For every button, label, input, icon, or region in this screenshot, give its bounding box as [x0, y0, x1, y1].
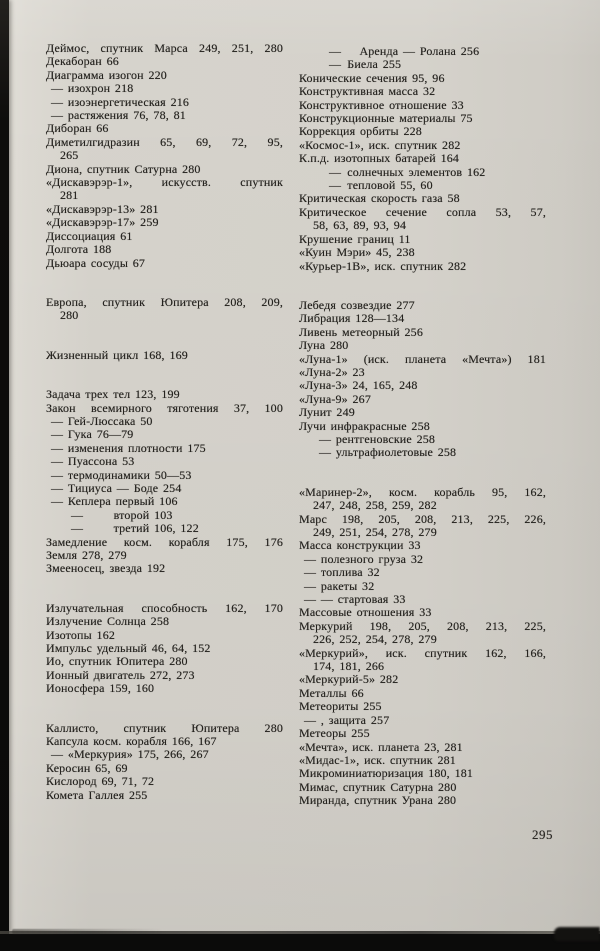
index-entry-line: Европа, спутник Юпитера 208, 209, [46, 294, 283, 309]
index-column-left [46, 42, 283, 802]
index-entry-line: Метеориты 255 [299, 699, 382, 714]
index-entry-line: Керосин 65, 69 [46, 760, 128, 775]
index-entry-line: Каллисто, спутник Юпитера 280 [46, 720, 283, 735]
index-entry-line: Либрация 128—134 [299, 311, 405, 326]
index-entry-line: Крушение границ 11 [299, 231, 411, 246]
index-entry-line: 281 [60, 188, 79, 203]
index-entry-line: Комета Галлея 255 [46, 787, 148, 802]
index-entry-line: Декаборан 66 [46, 54, 119, 69]
index-entry-line: — второй 103 [71, 507, 173, 522]
index-entry-line: 280 [60, 308, 79, 323]
index-entry-line: — тепловой 55, 60 [329, 178, 433, 193]
index-entry-line: «Космос-1», иск. спутник 282 [299, 137, 461, 152]
index-entry-line: — Пуассона 53 [51, 454, 135, 469]
index-entry-line: Микроминиатюризация 180, 181 [299, 766, 474, 781]
index-entry-line: «Дискавэрэр-13» 281 [46, 201, 159, 216]
index-entry-line: 265 [60, 148, 79, 163]
index-entry-line: «Маринер-2», косм. корабль 95, 162, [299, 484, 546, 499]
index-entry-line: Замедление косм. корабля 175, 176 [46, 534, 283, 549]
scan-smudge [12, 929, 162, 934]
index-entry-line: Ионный двигатель 272, 273 [46, 667, 195, 682]
index-entry-line: Лучи инфракрасные 258 [299, 418, 430, 433]
index-entry-line: Земля 278, 279 [46, 548, 127, 562]
index-entry-line: Излучательная способность 162, 170 [46, 600, 283, 615]
index-entry-line: Ио, спутник Юпитера 280 [46, 654, 188, 669]
index-entry-line: Змееносец, звезда 192 [46, 561, 166, 576]
index-entry-line: Марс 198, 205, 208, 213, 225, 226, [299, 511, 546, 526]
index-entry-line: «Курьер-1В», иск. спутник 282 [299, 258, 467, 273]
index-entry-line: Диметилгидразин 65, 69, 72, 95, [46, 134, 283, 149]
index-entry-line: Деймос, спутник Марса 249, 251, 280 [46, 41, 283, 55]
index-entry-line: Меркурий 198, 205, 208, 213, 225, [299, 618, 546, 633]
index-entry-line: — Гука 76—79 [51, 427, 134, 442]
index-group [46, 42, 283, 270]
index-entry-line: Конструкционные материалы 75 [299, 111, 473, 126]
index-entry-line: К.п.д. изотопных батарей 164 [299, 151, 460, 166]
index-group [299, 45, 546, 273]
index-entry-line: — Тициуса — Боде 254 [51, 480, 182, 495]
index-entry-line: — изменения плотности 175 [51, 440, 206, 455]
index-entry-line: Металлы 66 [299, 685, 364, 700]
index-entry-line: «Луна-9» 267 [299, 391, 371, 406]
index-group [46, 296, 283, 323]
index-entry-line: — «Меркурия» 175, 266, 267 [51, 747, 209, 762]
index-entry-line: — топлива 32 [304, 565, 380, 580]
index-entry-line: Массовые отношения 33 [299, 605, 432, 620]
index-entry-line: — Кеплера первый 106 [51, 494, 178, 509]
index-group [299, 486, 546, 808]
index-entry-line: — — стартовая 33 [304, 592, 406, 607]
index-entry-line: Долгота 188 [46, 242, 112, 257]
index-entry-line: «Луна-2» 23 [299, 364, 365, 379]
index-entry-line: Коррекция орбиты 228 [299, 124, 422, 139]
index-entry-line: — Аренда — Ролана 256 [329, 44, 480, 58]
index-entry-line: — растяжения 76, 78, 81 [51, 108, 186, 123]
index-entry-line: Лунит 249 [299, 405, 355, 420]
index-entry-line: Кислород 69, 71, 72 [46, 774, 155, 789]
index-entry-line: — солнечных элементов 162 [329, 164, 486, 179]
index-entry-line: Конструктивная масса 32 [299, 84, 436, 99]
index-entry-line: Мимас, спутник Сатурна 280 [299, 779, 457, 794]
index-entry-line: Изотопы 162 [46, 627, 115, 642]
index-entry-line: Диборан 66 [46, 121, 109, 136]
index-entry-line: Миранда, спутник Урана 280 [299, 793, 457, 808]
index-entry-line: — термодинамики 50—53 [51, 467, 192, 482]
index-entry-line: Критическая скорость газа 58 [299, 191, 460, 206]
index-entry-line: Диссоциация 61 [46, 228, 133, 243]
scan-spine-edge [0, 0, 9, 951]
index-entry-line: «Мидас-1», иск. спутник 281 [299, 752, 456, 767]
index-group [46, 602, 283, 696]
index-entry-line: — изоэнергетическая 216 [51, 94, 190, 109]
index-entry-line: «Меркурий-5» 282 [299, 672, 399, 687]
index-entry-line: Луна 280 [299, 338, 349, 353]
page-number: 295 [532, 827, 553, 842]
index-entry-line: Диона, спутник Сатурна 280 [46, 161, 201, 176]
index-entry-line: Лебедя созвездие 277 [299, 297, 415, 312]
index-entry-line: «Дискавэрэр-1», искусств. спутник [46, 175, 283, 190]
index-column-right [299, 45, 546, 808]
index-entry-line: — изохрон 218 [51, 81, 134, 96]
index-entry-line: — полезного груза 32 [304, 551, 424, 566]
index-entry-line: «Дискавэрэр-17» 259 [46, 215, 159, 230]
index-entry-line: Закон всемирного тяготения 37, 100 [46, 400, 283, 415]
index-entry-line: Задача трех тел 123, 199 [46, 387, 180, 402]
index-entry-line: Дьюара сосуды 67 [46, 255, 146, 270]
index-group [46, 349, 283, 362]
index-entry-line: «Мечта», иск. планета 23, 281 [299, 739, 463, 754]
index-entry-line: «Меркурий», иск. спутник 162, 166, [299, 645, 546, 660]
index-group [46, 722, 283, 802]
index-entry-line: Конструктивное отношение 33 [299, 97, 464, 112]
index-entry-line: — третий 106, 122 [71, 521, 199, 536]
index-entry-line: 249, 251, 254, 278, 279 [313, 525, 437, 539]
scan-corner-shadow [554, 927, 600, 941]
scan-bottom-edge [0, 934, 600, 951]
index-entry-line: Критическое сечение сопла 53, 57, [299, 204, 546, 219]
index-entry-line: 174, 181, 266 [313, 659, 385, 674]
index-entry-line: Ионосфера 159, 160 [46, 681, 155, 696]
index-entry-line: — ракеты 32 [304, 578, 375, 593]
index-entry-line: Излучение Солнца 258 [46, 614, 170, 629]
index-entry-line: — , защита 257 [304, 712, 390, 727]
index-entry-line: Импульс удельный 46, 64, 152 [46, 641, 211, 656]
index-entry-line: Метеоры 255 [299, 726, 370, 741]
index-entry-line: 247, 248, 258, 259, 282 [313, 498, 437, 513]
index-entry-line: «Куин Мэри» 45, 238 [299, 245, 415, 260]
index-entry-line: Масса конструкции 33 [299, 538, 421, 553]
index-entry-line: 58, 63, 89, 93, 94 [313, 218, 407, 233]
index-entry-line: Ливень метеорный 256 [299, 324, 423, 339]
index-entry-line: — Гей-Люссака 50 [51, 413, 153, 428]
index-entry-line: Диаграмма изогон 220 [46, 67, 167, 82]
index-group [46, 388, 283, 576]
index-entry-line: 226, 252, 254, 278, 279 [313, 632, 437, 647]
index-entry-line: Капсула косм. корабля 166, 167 [46, 734, 217, 749]
index-entry-line: — рентгеновские 258 [319, 431, 436, 446]
index-entry-line: «Луна-3» 24, 165, 248 [299, 378, 418, 393]
index-entry-line: Конические сечения 95, 96 [299, 70, 445, 85]
index-entry-line: — Биела 255 [329, 57, 402, 72]
index-group [299, 299, 546, 460]
index-entry-line: «Луна-1» (иск. планета «Мечта») 181 [299, 351, 546, 366]
index-entry-line: Жизненный цикл 168, 169 [46, 347, 188, 362]
index-entry-line: — ультрафиолетовые 258 [319, 445, 457, 460]
